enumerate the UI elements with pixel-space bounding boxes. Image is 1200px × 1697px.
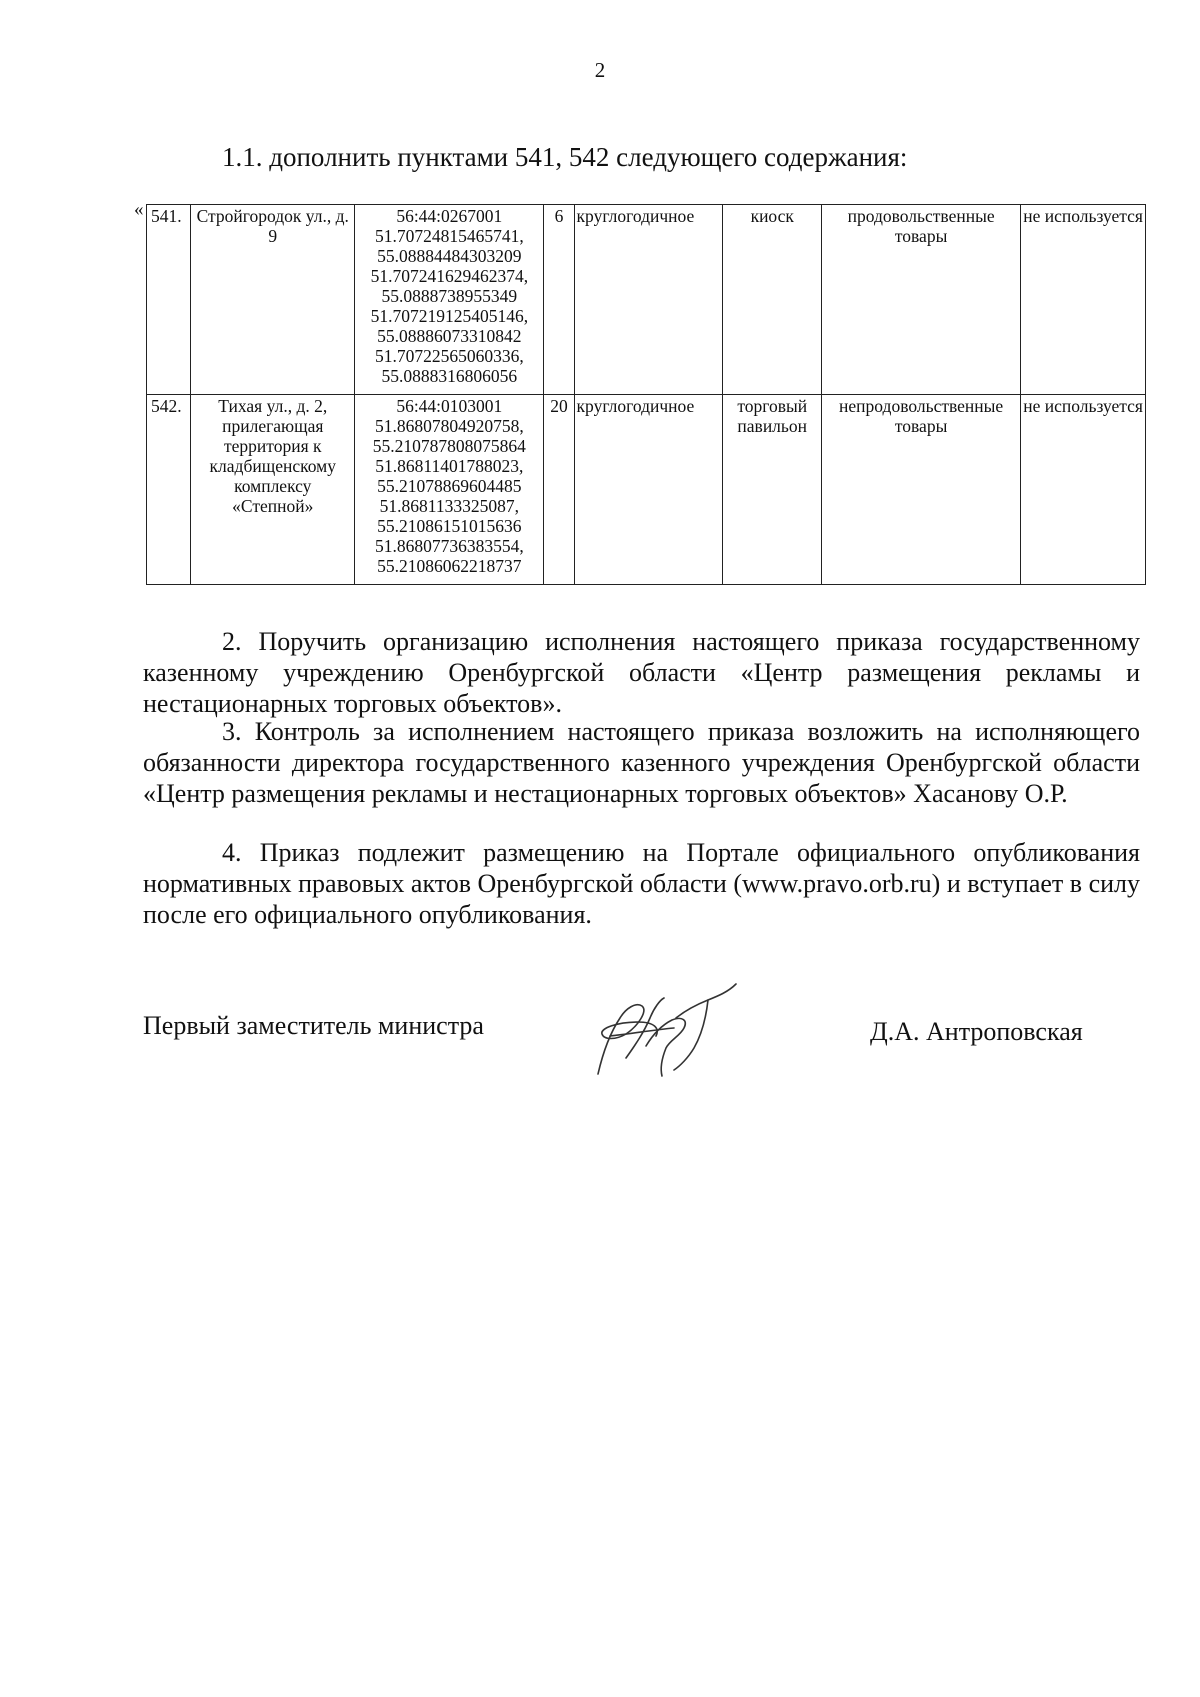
items-table: [146, 204, 1146, 585]
paragraph-2: [143, 626, 1140, 719]
row-coordinates: [355, 395, 544, 585]
coordinate-line: 55.0888316806056: [381, 366, 518, 386]
row-area: 6: [544, 205, 574, 395]
opening-quote: «: [134, 199, 144, 220]
paragraph-3: [143, 716, 1140, 809]
coordinate-line: 55.21078869604485: [377, 476, 522, 496]
paragraph-4: [143, 837, 1140, 930]
signatory-name: Д.А. Антроповская: [870, 1017, 1083, 1046]
handwritten-signature: [590, 978, 750, 1088]
row-term: круглогодичное: [574, 395, 723, 585]
coordinate-line: 51.86807804920758,: [374, 416, 524, 436]
signatory-title: Первый заместитель министра: [143, 1011, 484, 1040]
intro-text: 1.1. дополнить пунктами 541, 542 следующего содержания:: [222, 142, 908, 172]
coordinate-line: 56:44:0103001: [396, 396, 503, 416]
row-object-type: торговый павильон: [723, 395, 822, 585]
coordinate-line: 55.210787808075864: [372, 436, 526, 456]
coordinate-line: 55.21086151015636: [377, 516, 522, 536]
row-status: не используется: [1021, 395, 1146, 585]
coordinate-line: 51.86807736383554,: [374, 536, 524, 556]
coordinate-line: 55.08886073310842: [377, 326, 522, 346]
coordinate-line: 51.707241629462374,: [370, 266, 529, 286]
coordinate-line: 55.08884484303209: [377, 246, 522, 266]
coordinate-line: 51.707219125405146,: [370, 306, 529, 326]
coordinate-line: 55.21086062218737: [377, 556, 522, 576]
row-object-type: киоск: [723, 205, 822, 395]
row-area: 20: [544, 395, 574, 585]
coordinate-line: 51.70722565060336,: [374, 346, 524, 366]
paragraph-4-text: 4. Приказ подлежит размещению на Портале официального опубликования нормативных правовых актов Оренбургской области (www.pravo.orb.ru) и вступает в силу после его официального опубликования.: [143, 838, 1140, 929]
row-address: Тихая ул., д. 2, прилегающая территория к кладбищенскому комплексу «Степной»: [191, 395, 355, 585]
row-goods: непродовольственные товары: [822, 395, 1021, 585]
coordinate-line: 55.0888738955349: [381, 286, 518, 306]
coordinate-line: 56:44:0267001: [396, 206, 503, 226]
row-number: 542.: [147, 395, 191, 585]
coordinate-line: 51.86811401788023,: [375, 456, 524, 476]
coordinate-line: 51.8681133325087,: [379, 496, 519, 516]
page-number: 2: [594, 58, 606, 82]
table-row: [147, 205, 1146, 395]
row-coordinates: [355, 205, 544, 395]
row-term: круглогодичное: [574, 205, 723, 395]
table-row: [147, 395, 1146, 585]
row-address: Стройгородок ул., д. 9: [191, 205, 355, 395]
row-status: не используется: [1021, 205, 1146, 395]
paragraph-3-text: 3. Контроль за исполнением настоящего приказа возложить на исполняющего обязанности директора государственного казенного учреждения Оренбургской области «Центр размещения рекламы и нестационарных торговых объектов» Хасанову О.Р.: [143, 717, 1140, 808]
paragraph-2-text: 2. Поручить организацию исполнения настоящего приказа государственному казенному учреждению Оренбургской области «Центр размещения рекламы и нестационарных торговых объектов».: [143, 627, 1140, 718]
row-number: 541.: [147, 205, 191, 395]
coordinate-line: 51.70724815465741,: [374, 226, 524, 246]
row-goods: продовольственные товары: [822, 205, 1021, 395]
